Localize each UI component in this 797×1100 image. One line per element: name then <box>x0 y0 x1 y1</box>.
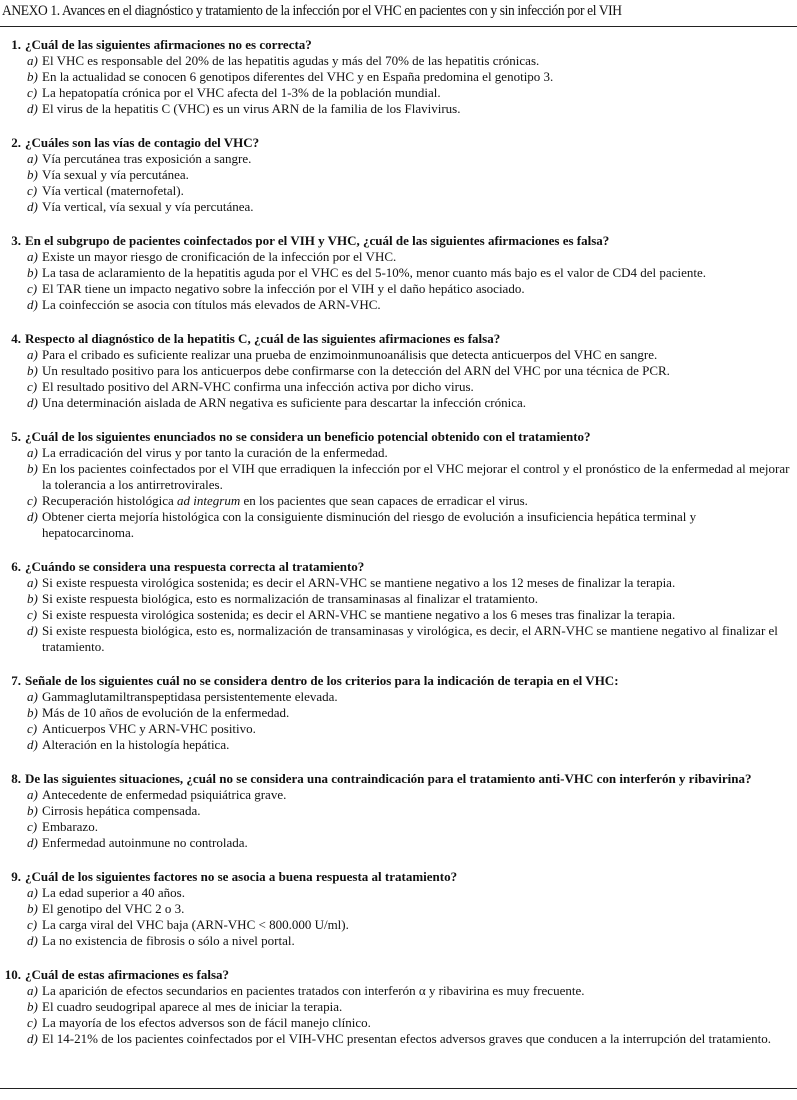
option-text: Cirrosis hepática compensada. <box>42 803 201 818</box>
option-letter: d) <box>27 297 38 312</box>
option-letter: a) <box>27 787 38 802</box>
question-1 <box>0 37 797 117</box>
option-text: Para el cribado es suficiente realizar una prueba de enzimoinmunoanálisis que detecta anticuerpos del VHC en sangre. <box>42 347 658 362</box>
answer-option <box>0 363 797 379</box>
answer-option <box>0 933 797 949</box>
question-header <box>0 429 797 445</box>
option-letter: b) <box>27 167 38 182</box>
option-letter: a) <box>27 347 38 362</box>
question-header <box>0 331 797 347</box>
question-6 <box>0 559 797 655</box>
option-text: Un resultado positivo para los anticuerpos debe confirmarse con la detección del ARN del VHC por una técnica de PCR. <box>42 363 670 378</box>
answer-option <box>0 493 797 509</box>
option-text: Si existe respuesta virológica sostenida; es decir el ARN-VHC se mantiene negativo a los 6 meses tras finalizar la terapia. <box>42 607 676 622</box>
option-text: Gammaglutamiltranspeptidasa persistentemente elevada. <box>42 689 338 704</box>
option-letter: a) <box>27 445 38 460</box>
answer-option <box>0 835 797 851</box>
question-number: 7. <box>11 673 21 688</box>
option-letter: c) <box>27 493 38 508</box>
question-text: Señale de los siguientes cuál no se considera dentro de los criterios para la indicación de terapia en el VHC: <box>25 673 619 688</box>
answer-option <box>0 1031 797 1047</box>
question-3 <box>0 233 797 313</box>
option-letter: a) <box>27 151 38 166</box>
option-text: Vía vertical (maternofetal). <box>42 183 184 198</box>
option-text: Obtener cierta mejoría histológica con la consiguiente disminución del riesgo de evolución a insuficiencia hepática terminal y hepatocarcinoma. <box>42 509 697 540</box>
answer-option <box>0 199 797 215</box>
option-text: La hepatopatía crónica por el VHC afecta del 1-3% de la población mundial. <box>42 85 441 100</box>
question-number: 6. <box>11 559 21 574</box>
option-letter: b) <box>27 591 38 606</box>
option-letter: b) <box>27 803 38 818</box>
option-text: En la actualidad se conocen 6 genotipos diferentes del VHC y en España predomina el genotipo 3. <box>42 69 554 84</box>
answer-option <box>0 623 797 655</box>
question-header <box>0 869 797 885</box>
question-text: ¿Cuándo se considera una respuesta correcta al tratamiento? <box>25 559 365 574</box>
question-text: De las siguientes situaciones, ¿cuál no se considera una contraindicación para el tratamiento anti-VHC con interferón y ribavirina? <box>25 771 752 786</box>
option-text: Vía vertical, vía sexual y vía percutánea. <box>42 199 254 214</box>
question-header <box>0 673 797 689</box>
option-letter: c) <box>27 721 38 736</box>
question-text: ¿Cuál de las siguientes afirmaciones no es correcta? <box>25 37 312 52</box>
answer-option <box>0 737 797 753</box>
answer-option <box>0 509 797 541</box>
option-letter: d) <box>27 509 38 524</box>
option-text: La tasa de aclaramiento de la hepatitis aguda por el VHC es del 5-10%, menor cuanto más bajo es el valor de CD4 del paciente. <box>42 265 706 280</box>
option-letter: b) <box>27 69 38 84</box>
answer-option <box>0 53 797 69</box>
question-header <box>0 233 797 249</box>
option-letter: b) <box>27 999 38 1014</box>
option-text: En los pacientes coinfectados por el VIH que erradiquen la infección por el VHC mejorar el control y el pronóstico de la enfermedad al mejorar la tolerancia a los antirretrovirales. <box>42 461 790 492</box>
question-number: 4. <box>11 331 21 346</box>
option-letter: c) <box>27 607 38 622</box>
answer-option <box>0 461 797 493</box>
option-letter: d) <box>27 199 38 214</box>
answer-option <box>0 999 797 1015</box>
option-text: El genotipo del VHC 2 o 3. <box>42 901 185 916</box>
answer-option <box>0 445 797 461</box>
question-number: 2. <box>11 135 21 150</box>
option-letter: d) <box>27 1031 38 1046</box>
top-rule <box>0 26 797 27</box>
question-number: 8. <box>11 771 21 786</box>
option-letter: c) <box>27 379 38 394</box>
option-letter: a) <box>27 983 38 998</box>
question-5 <box>0 429 797 541</box>
bottom-rule <box>0 1088 797 1089</box>
option-text: Antecedente de enfermedad psiquiátrica grave. <box>42 787 287 802</box>
answer-option <box>0 983 797 999</box>
answer-option <box>0 281 797 297</box>
option-letter: c) <box>27 183 38 198</box>
option-letter: a) <box>27 885 38 900</box>
question-text: Respecto al diagnóstico de la hepatitis C, ¿cuál de las siguientes afirmaciones es falsa? <box>25 331 501 346</box>
answer-option <box>0 901 797 917</box>
answer-option <box>0 167 797 183</box>
option-letter: b) <box>27 901 38 916</box>
question-text: En el subgrupo de pacientes coinfectados por el VIH y VHC, ¿cuál de las siguientes afirmaciones es falsa? <box>25 233 610 248</box>
annex-title: ANEXO 1. Avances en el diagnóstico y tratamiento de la infección por el VHC en pacientes con y sin infección por el VIH <box>2 3 622 19</box>
option-letter: a) <box>27 53 38 68</box>
option-text: Embarazo. <box>42 819 98 834</box>
answer-option <box>0 917 797 933</box>
answer-option <box>0 297 797 313</box>
option-text: La no existencia de fibrosis o sólo a nivel portal. <box>42 933 295 948</box>
answer-option <box>0 395 797 411</box>
option-text: El VHC es responsable del 20% de las hepatitis agudas y más del 70% de las hepatitis crónicas. <box>42 53 540 68</box>
answer-option <box>0 379 797 395</box>
option-letter: d) <box>27 395 38 410</box>
answer-option <box>0 803 797 819</box>
option-text: Enfermedad autoinmune no controlada. <box>42 835 248 850</box>
answer-option <box>0 69 797 85</box>
option-letter: c) <box>27 281 38 296</box>
option-letter: b) <box>27 363 38 378</box>
option-text: El virus de la hepatitis C (VHC) es un virus ARN de la familia de los Flavivirus. <box>42 101 461 116</box>
option-letter: a) <box>27 689 38 704</box>
option-text: La erradicación del virus y por tanto la curación de la enfermedad. <box>42 445 388 460</box>
question-text: ¿Cuál de estas afirmaciones es falsa? <box>25 967 230 982</box>
option-letter: d) <box>27 623 38 638</box>
option-text: El resultado positivo del ARN-VHC confirma una infección activa por dicho virus. <box>42 379 474 394</box>
question-text: ¿Cuáles son las vías de contagio del VHC? <box>25 135 260 150</box>
question-header <box>0 967 797 983</box>
question-header <box>0 559 797 575</box>
answer-option <box>0 575 797 591</box>
answer-option <box>0 705 797 721</box>
option-text: Anticuerpos VHC y ARN-VHC positivo. <box>42 721 256 736</box>
option-text: La edad superior a 40 años. <box>42 885 185 900</box>
option-text: La carga viral del VHC baja (ARN-VHC < 800.000 U/ml). <box>42 917 349 932</box>
option-text: Si existe respuesta biológica, esto es, normalización de transaminasas y virológica, es decir, el ARN-VHC se mantiene negativo al finalizar el tratamiento. <box>42 623 778 654</box>
option-letter: a) <box>27 575 38 590</box>
answer-option <box>0 721 797 737</box>
option-text: El 14-21% de los pacientes coinfectados por el VIH-VHC presentan efectos adversos graves que conducen a la interrupción del tratamiento. <box>42 1031 771 1046</box>
option-text: Una determinación aislada de ARN negativa es suficiente para descartar la infección crónica. <box>42 395 527 410</box>
option-letter: d) <box>27 101 38 116</box>
option-text: Vía sexual y vía percutánea. <box>42 167 189 182</box>
answer-option <box>0 689 797 705</box>
option-text: La aparición de efectos secundarios en pacientes tratados con interferón α y ribavirina es muy frecuente. <box>42 983 585 998</box>
option-text: El cuadro seudogripal aparece al mes de iniciar la terapia. <box>42 999 343 1014</box>
option-letter: d) <box>27 737 38 752</box>
option-text: Existe un mayor riesgo de cronificación de la infección por el VHC. <box>42 249 397 264</box>
option-letter: c) <box>27 85 38 100</box>
option-text: Más de 10 años de evolución de la enfermedad. <box>42 705 290 720</box>
question-text: ¿Cuál de los siguientes factores no se asocia a buena respuesta al tratamiento? <box>25 869 458 884</box>
answer-option <box>0 1015 797 1031</box>
option-text: El TAR tiene un impacto negativo sobre la infección por el VIH y el daño hepático asociado. <box>42 281 525 296</box>
option-letter: b) <box>27 265 38 280</box>
option-text: Si existe respuesta virológica sostenida; es decir el ARN-VHC se mantiene negativo a los 12 meses de finalizar la terapia. <box>42 575 676 590</box>
option-letter: c) <box>27 917 38 932</box>
option-letter: d) <box>27 933 38 948</box>
question-text: ¿Cuál de los siguientes enunciados no se considera un beneficio potencial obtenido con el tratamiento? <box>25 429 591 444</box>
answer-option <box>0 183 797 199</box>
question-header <box>0 771 797 787</box>
question-4 <box>0 331 797 411</box>
question-2 <box>0 135 797 215</box>
question-number: 9. <box>11 869 21 884</box>
answer-option <box>0 265 797 281</box>
question-8 <box>0 771 797 851</box>
answer-option <box>0 819 797 835</box>
option-text: Si existe respuesta biológica, esto es normalización de transaminasas al finalizar el tratamiento. <box>42 591 538 606</box>
answer-option <box>0 85 797 101</box>
question-7 <box>0 673 797 753</box>
answer-option <box>0 607 797 623</box>
question-10 <box>0 967 797 1047</box>
answer-option <box>0 591 797 607</box>
option-letter: a) <box>27 249 38 264</box>
option-text: La coinfección se asocia con títulos más elevados de ARN-VHC. <box>42 297 381 312</box>
question-number: 1. <box>11 37 21 52</box>
question-header <box>0 135 797 151</box>
option-letter: b) <box>27 705 38 720</box>
answer-option <box>0 151 797 167</box>
option-letter: b) <box>27 461 38 476</box>
option-text: Alteración en la histología hepática. <box>42 737 230 752</box>
option-letter: c) <box>27 1015 38 1030</box>
option-text: La mayoría de los efectos adversos son de fácil manejo clínico. <box>42 1015 371 1030</box>
question-number: 5. <box>11 429 21 444</box>
question-9 <box>0 869 797 949</box>
question-number: 3. <box>11 233 21 248</box>
option-text: Vía percutánea tras exposición a sangre. <box>42 151 252 166</box>
answer-option <box>0 885 797 901</box>
question-header <box>0 37 797 53</box>
option-text: Recuperación histológica ad integrum en los pacientes que sean capaces de erradicar el virus. <box>42 493 528 508</box>
question-list <box>0 37 797 1065</box>
option-letter: c) <box>27 819 38 834</box>
answer-option <box>0 249 797 265</box>
answer-option <box>0 347 797 363</box>
answer-option <box>0 787 797 803</box>
answer-option <box>0 101 797 117</box>
option-letter: d) <box>27 835 38 850</box>
question-number: 10. <box>4 967 21 982</box>
